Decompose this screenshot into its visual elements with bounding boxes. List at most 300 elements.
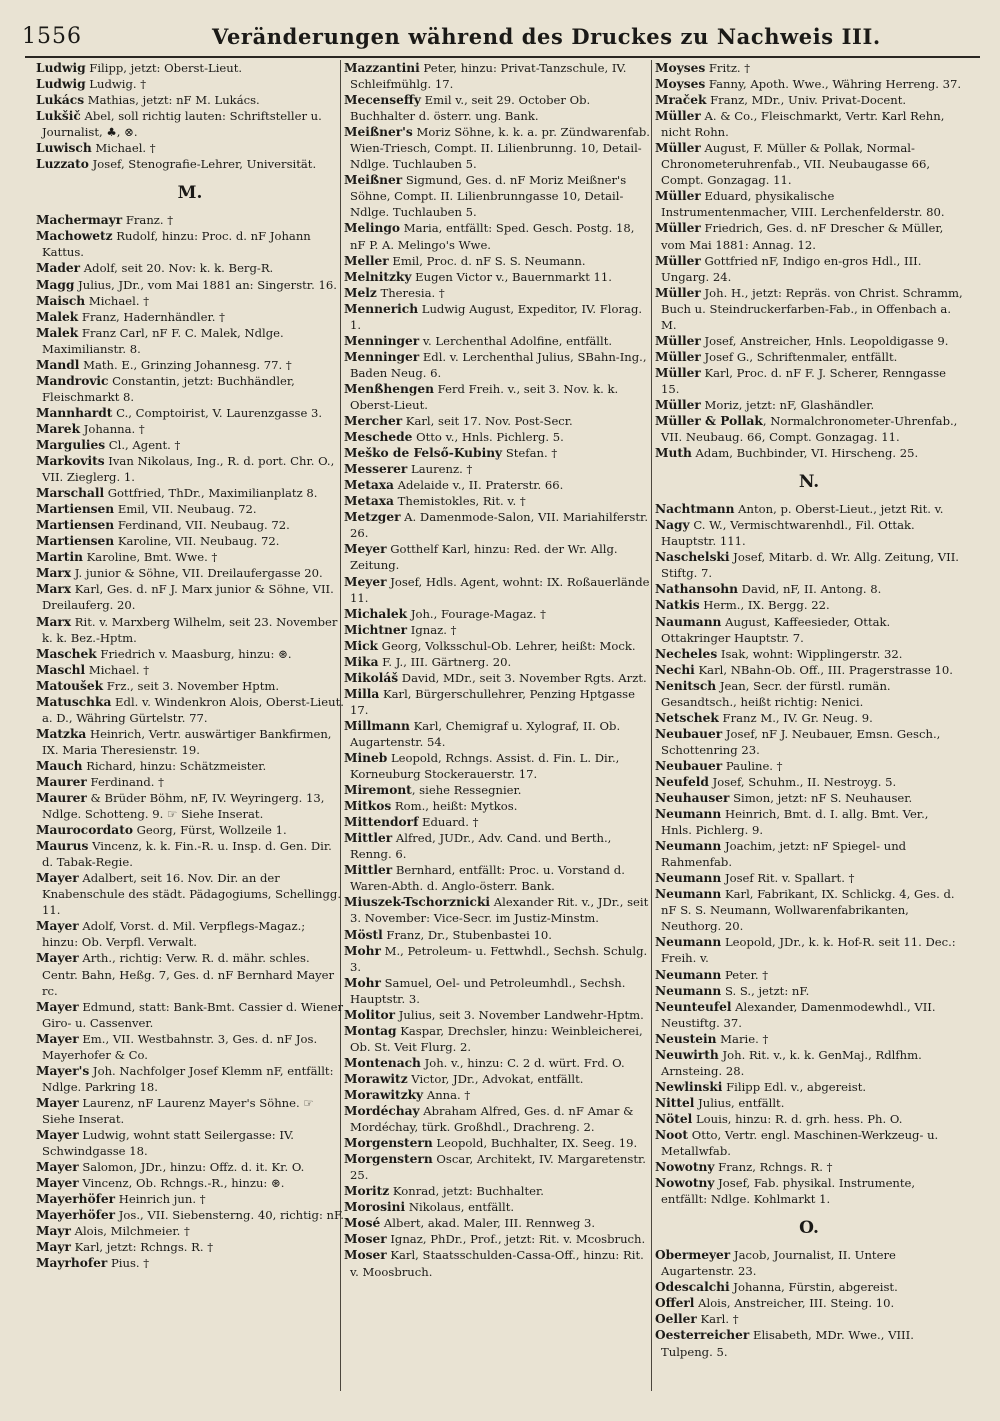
entry-text: Isak, wohnt: Wipplingerstr. 32. <box>717 646 903 661</box>
directory-entry <box>36 357 344 373</box>
entry-name: Mraček <box>655 93 707 108</box>
directory-entry <box>36 694 344 726</box>
directory-entry <box>36 1175 344 1191</box>
entry-text: Ignaz. † <box>407 622 457 637</box>
entry-text: Julius, seit 3. November Landwehr-Hptm. <box>395 1007 644 1022</box>
directory-entry <box>344 333 652 349</box>
directory-entry <box>655 790 963 806</box>
entry-text: Karl, NBahn-Ob. Off., III. Pragerstrasse 10. <box>694 662 953 677</box>
entry-name: Müller <box>655 253 701 268</box>
entry-name: Muth <box>655 446 692 461</box>
directory-entry <box>655 76 963 92</box>
directory-entry <box>655 501 963 517</box>
entry-name: Maurer <box>36 774 87 789</box>
entry-text: Frz., seit 3. November Hptm. <box>103 678 280 693</box>
entry-text: Karoline, Bmt. Wwe. † <box>82 550 218 565</box>
entry-name: Mayr <box>36 1240 71 1255</box>
entry-name: Luzzato <box>36 157 89 172</box>
directory-entry <box>344 654 652 670</box>
entry-text: Franz, Rchngs. R. † <box>714 1160 833 1175</box>
entry-text: Otto v., Hnls. Pichlerg. 5. <box>412 430 564 445</box>
entry-text: Josef, Stenografie-Lehrer, Universität. <box>88 157 317 172</box>
directory-entry <box>36 228 344 260</box>
entry-name: Nachtmann <box>655 502 735 517</box>
directory-entry <box>36 260 344 276</box>
entry-text: Alexander, Damenmodewhdl., VII. Neustiftg. 37. <box>661 999 936 1030</box>
entry-text: Leopold, Rchngs. Assist. d. Fin. L. Dir., Korneuburg Stockerauerstr. 17. <box>350 751 620 782</box>
entry-text: Joh., Fourage-Magaz. † <box>407 606 546 621</box>
entry-name: Menninger <box>344 333 420 348</box>
entry-name: Nagy <box>655 518 690 533</box>
entry-name: Mayer <box>36 1160 79 1175</box>
entry-text: Laurenz. † <box>407 462 473 477</box>
entry-name: Menninger <box>344 349 420 364</box>
entry-text: Julius, entfällt. <box>694 1095 785 1110</box>
entry-text: Karl, Fabrikant, IX. Schlickg. 4, Ges. d. nF S. S. Neumann, Wollwarenfabrikanten, Neuthorg. 20. <box>661 887 955 934</box>
entry-name: Mineb <box>344 751 388 766</box>
entry-name: Maurus <box>36 839 89 854</box>
directory-entry <box>36 453 344 485</box>
directory-entry <box>655 662 963 678</box>
entry-name: Noot <box>655 1128 689 1142</box>
page-number: 1556 <box>22 23 82 49</box>
directory-entry <box>36 1207 344 1223</box>
entry-name: Martiensen <box>36 502 115 517</box>
directory-entry <box>36 437 344 453</box>
directory-entry <box>344 220 652 252</box>
directory-entry <box>344 622 652 638</box>
entry-name: Maschl <box>36 662 86 677</box>
entry-name: Meißner <box>344 173 403 188</box>
directory-entry <box>344 830 652 862</box>
entry-name: Maisch <box>36 293 86 308</box>
entry-text: Alois, Milchmeier. † <box>70 1224 190 1239</box>
directory-entry <box>655 886 963 934</box>
entry-name: Mennerich <box>344 301 419 316</box>
entry-text: Heinrich jun. † <box>115 1192 206 1207</box>
directory-entry <box>655 92 963 108</box>
entry-text: Otto, Vertr. engl. Maschinen-Werkzeug- u. Metallwfab. <box>661 1128 939 1159</box>
entry-text: Franz M., IV. Gr. Neug. 9. <box>718 710 873 725</box>
entry-name: Mandrovic <box>36 373 109 388</box>
entry-name: Offerl <box>655 1296 695 1311</box>
directory-entry <box>36 565 344 581</box>
entry-name: Neumann <box>655 839 722 854</box>
entry-name: Maurocordato <box>36 823 133 838</box>
entry-name: Müller <box>655 349 701 364</box>
entry-text: Josef, nF J. Neubauer, Emsn. Gesch., Schottenring 23. <box>661 726 941 757</box>
entry-text: Fanny, Apoth. Wwe., Währing Herreng. 37. <box>705 77 962 92</box>
entry-name: Messerer <box>344 462 408 477</box>
entry-name: Nowotny <box>655 1176 715 1191</box>
directory-entry <box>655 549 963 581</box>
entry-name: Martin <box>36 550 83 565</box>
directory-entry <box>36 92 344 108</box>
entry-text: Gottfried nF, Indigo en-gros Hdl., III. Ungarg. 24. <box>661 253 922 284</box>
directory-entry <box>344 943 652 975</box>
entry-text: Karl, Proc. d. nF F. J. Scherer, Renngasse 15. <box>661 365 947 396</box>
directory-entry <box>655 726 963 758</box>
entry-name: Moser <box>344 1248 387 1263</box>
entry-text: Richard, hinzu: Schätzmeister. <box>82 758 267 773</box>
entry-text: Em., VII. Westbahnstr. 3, Ges. d. nF Jos. Mayerhofer & Co. <box>42 1031 318 1062</box>
entry-name: Müller <box>655 109 701 124</box>
directory-entry <box>36 501 344 517</box>
entry-name: Müller <box>655 285 701 300</box>
column-3 <box>655 60 963 1360</box>
entry-name: Metaxa <box>344 494 394 509</box>
entry-text: Adolf, seit 20. Nov: k. k. Berg-R. <box>80 261 274 276</box>
entry-text: Karl, jetzt: Rchngs. R. † <box>70 1240 214 1255</box>
directory-entry <box>36 156 344 172</box>
entry-name: Metaxa <box>344 478 394 493</box>
directory-entry <box>344 927 652 943</box>
entry-name: Mayer <box>36 999 79 1014</box>
directory-entry <box>344 975 652 1007</box>
entry-text: Anna. † <box>423 1088 471 1102</box>
entry-text: Samuel, Oel- und Petroleumhdl., Sechsh. Hauptstr. 3. <box>350 975 626 1006</box>
entry-name: Möstl <box>344 927 383 942</box>
section-heading: N. <box>798 472 820 493</box>
entry-name: Neubauer <box>655 758 723 773</box>
entry-text: Michael. † <box>91 141 156 156</box>
directory-entry <box>655 758 963 774</box>
entry-name: Ludwig <box>36 61 86 75</box>
entry-name: Moyses <box>655 61 706 75</box>
entry-name: Müller <box>655 141 701 156</box>
entry-text: Franz Carl, nF F. C. Malek, Ndlge. Maximilianstr. 8. <box>42 325 284 356</box>
entry-text: Adam, Buchbinder, VI. Hirscheng. 25. <box>691 446 919 461</box>
directory-entry <box>344 413 652 429</box>
directory-entry <box>655 1295 963 1311</box>
directory-entry <box>655 1047 963 1079</box>
entry-text: Josef, Mitarb. d. Wr. Allg. Zeitung, VII. Stiftg. 7. <box>661 550 959 581</box>
directory-entry <box>36 1095 344 1127</box>
directory-entry <box>36 373 344 405</box>
directory-entry <box>344 686 652 718</box>
entry-name: Magg <box>36 277 75 292</box>
directory-entry <box>655 967 963 983</box>
entry-text: Friedrich v. Maasburg, hinzu: ⊛. <box>96 646 292 661</box>
directory-entry <box>344 814 652 830</box>
entry-text: Joh. v., hinzu: C. 2 d. würt. Frd. O. <box>420 1055 625 1070</box>
entry-name: Margulies <box>36 437 106 452</box>
entry-name: Mecenseffy <box>344 93 421 108</box>
entry-text: Sigmund, Ges. d. nF Moriz Meißner's Söhne, Compt. II. Lilienbrunngasse 10, Detail-Ndlge. Tuchlauben 5. <box>350 173 627 220</box>
entry-text: Adalbert, seit 16. Nov. Dir. an der Knabenschule des städt. Pädagogiums, Schellingg. 11. <box>42 871 342 918</box>
directory-entry <box>36 790 344 822</box>
entry-name: Moritz <box>344 1184 390 1199</box>
entry-text: Herm., IX. Bergg. 22. <box>699 598 830 613</box>
directory-entry <box>655 678 963 710</box>
entry-text: Karl, Chemigraf u. Xylograf, II. Ob. Augartenstr. 54. <box>350 718 621 749</box>
directory-entry <box>344 285 652 301</box>
directory-entry <box>36 1191 344 1207</box>
entry-text: , siehe Ressegnier. <box>411 783 522 798</box>
entry-text: v. Lerchenthal Adolfine, entfällt. <box>419 333 613 348</box>
entry-text: Emil, VII. Neubaug. 72. <box>114 502 257 517</box>
entry-name: Morgenstern <box>344 1136 433 1151</box>
entry-name: Nittel <box>655 1095 695 1110</box>
directory-entry <box>344 253 652 269</box>
directory-entry <box>344 1135 652 1151</box>
section-heading: M. <box>177 183 203 204</box>
directory-entry <box>655 983 963 999</box>
directory-entry <box>36 60 344 76</box>
entry-name: Moser <box>344 1232 387 1247</box>
entry-name: Mohr <box>344 943 381 958</box>
entry-name: Mittendorf <box>344 815 419 830</box>
directory-entry <box>655 1127 963 1159</box>
directory-entry <box>655 140 963 188</box>
directory-entry <box>36 140 344 156</box>
entry-name: Metzger <box>344 510 401 525</box>
entry-text: Filipp, jetzt: Oberst-Lieut. <box>85 61 243 75</box>
directory-entry <box>344 381 652 413</box>
entry-text: Elisabeth, MDr. Wwe., VIII. Tulpeng. 5. <box>661 1328 914 1359</box>
entry-name: Moyses <box>655 77 706 92</box>
column-1 <box>36 60 344 1271</box>
directory-entry <box>655 597 963 613</box>
entry-name: Mayer's <box>36 1063 90 1078</box>
entry-name: Müller <box>655 365 701 380</box>
entry-text: Vincenz, Ob. Rchngs.-R., hinzu: ⊛. <box>78 1176 285 1191</box>
entry-text: Math. E., Grinzing Johannesg. 77. † <box>79 357 292 372</box>
entry-text: Moriz Söhne, k. k. a. pr. Zündwarenfab. Wien-Triesch, Compt. II. Lilienbrunng. 10, Detail-Ndlge. Tuchlauben 5. <box>350 125 650 172</box>
entry-name: Mordéchay <box>344 1104 420 1119</box>
entry-text: Josef, Anstreicher, Hnls. Leopoldigasse 9. <box>700 333 949 348</box>
entry-text: Cl., Agent. † <box>105 437 181 452</box>
entry-name: Mauch <box>36 758 83 773</box>
directory-entry <box>344 541 652 573</box>
entry-name: Mittler <box>344 863 393 878</box>
directory-entry <box>655 1311 963 1327</box>
directory-entry <box>655 1327 963 1359</box>
entry-text: Oscar, Architekt, IV. Margaretenstr. 25. <box>350 1152 646 1183</box>
entry-text: Joh. Nachfolger Josef Klemm nF, entfällt: Ndlge. Parkring 18. <box>42 1063 334 1094</box>
entry-text: Mathias, jetzt: nF M. Lukács. <box>84 93 260 108</box>
entry-text: J. junior & Söhne, VII. Dreilaufergasse 20. <box>71 566 323 581</box>
directory-entry <box>655 517 963 549</box>
directory-entry <box>36 662 344 678</box>
entry-name: Marek <box>36 421 81 436</box>
directory-entry <box>655 333 963 349</box>
entry-text: C., Comptoirist, V. Laurenzgasse 3. <box>112 405 323 420</box>
directory-entry <box>344 493 652 509</box>
entry-text: Jos., VII. Siebensterng. 40, richtig: nF. <box>115 1208 344 1223</box>
directory-entry <box>36 950 344 998</box>
directory-entry <box>655 1279 963 1295</box>
entry-name: Marx <box>36 582 72 597</box>
directory-entry <box>655 253 963 285</box>
entry-name: Mayer <box>36 871 79 886</box>
entry-text: Ludwig, wohnt statt Seilergasse: IV. Schwindgasse 18. <box>42 1128 294 1159</box>
directory-entry <box>344 349 652 381</box>
header-rule <box>25 56 980 58</box>
entry-name: Neufeld <box>655 774 709 789</box>
directory-entry <box>36 293 344 309</box>
directory-entry <box>36 549 344 565</box>
entry-name: Neumann <box>655 935 722 950</box>
entry-text: Kaspar, Drechsler, hinzu: Weinbleicherei, Ob. St. Veit Flurg. 2. <box>350 1023 643 1054</box>
directory-entry <box>344 638 652 654</box>
directory-entry <box>36 870 344 918</box>
directory-entry <box>36 1255 344 1271</box>
entry-text: A. & Co., Fleischmarkt, Vertr. Karl Rehn, nicht Rohn. <box>661 109 945 140</box>
entry-name: Mayrhofer <box>36 1256 108 1271</box>
entry-name: Melingo <box>344 221 401 236</box>
section-heading: O. <box>799 1218 819 1239</box>
entry-text: Adelaide v., II. Praterstr. 66. <box>393 478 564 493</box>
entry-text: Karl. † <box>696 1312 739 1327</box>
entry-text: Leopold, Buchhalter, IX. Seeg. 19. <box>432 1136 638 1151</box>
entry-name: Mayer <box>36 1031 79 1046</box>
entry-text: Ludwig. † <box>85 77 147 92</box>
entry-text: Simon, jetzt: nF S. Neuhauser. <box>729 791 913 806</box>
entry-text: Arth., richtig: Verw. R. d. mähr. schles. Centr. Bahn, Heßg. 7, Ges. d. nF Bernhard Mayer rc. <box>42 951 335 998</box>
entry-text: Ferd Freih. v., seit 3. Nov. k. k. Oberst-Lieut. <box>350 381 619 412</box>
entry-name: Naschelski <box>655 550 730 565</box>
directory-entry <box>655 397 963 413</box>
entry-text: Eduard, physikalische Instrumentenmacher, VIII. Lerchenfelderstr. 80. <box>661 189 945 220</box>
directory-entry <box>655 220 963 252</box>
directory-entry <box>344 60 652 92</box>
directory-entry <box>36 1159 344 1175</box>
entry-text: Konrad, jetzt: Buchhalter. <box>389 1184 544 1199</box>
entry-text: Rom., heißt: Mytkos. <box>391 799 518 814</box>
entry-text: Victor, JDr., Advokat, entfällt. <box>407 1071 584 1086</box>
entry-name: Müller <box>655 189 701 204</box>
entry-text: Franz, Hadernhändler. † <box>78 309 225 324</box>
directory-entry <box>36 838 344 870</box>
entry-name: Miremont <box>344 783 412 798</box>
entry-name: Ludwig <box>36 77 86 92</box>
entry-name: Miuszek-Tschorznicki <box>344 895 491 910</box>
entry-name: Matzka <box>36 726 87 741</box>
entry-name: Malek <box>36 309 79 324</box>
directory-entry <box>655 774 963 790</box>
entry-text: F. J., III. Gärtnerg. 20. <box>378 654 512 669</box>
directory-entry <box>344 1103 652 1135</box>
directory-entry <box>36 614 344 646</box>
entry-name: Lukšič <box>36 109 81 124</box>
entry-name: Melnitzky <box>344 269 412 284</box>
entry-name: Mohr <box>344 975 381 990</box>
directory-entry <box>655 413 963 445</box>
entry-name: Montenach <box>344 1055 421 1070</box>
entry-name: Neumann <box>655 887 722 902</box>
entry-name: Mayer <box>36 1176 79 1191</box>
entry-text: Abraham Alfred, Ges. d. nF Amar & Mordéchay, türk. Großhdl., Drachreng. 2. <box>350 1104 634 1135</box>
entry-name: Mayr <box>36 1224 71 1239</box>
entry-name: Neuhauser <box>655 791 730 806</box>
directory-entry <box>655 999 963 1031</box>
entry-text: Edl. v. Windenkron Alois, Oberst-Lieut. a. D., Währing Gürtelstr. 77. <box>42 694 344 725</box>
directory-entry <box>655 838 963 870</box>
entry-text: Anton, p. Oberst-Lieut., jetzt Rit. v. <box>734 502 944 517</box>
entry-name: Meschede <box>344 430 413 445</box>
entry-name: Neubauer <box>655 726 723 741</box>
entry-name: Molitor <box>344 1007 396 1022</box>
directory-entry <box>344 670 652 686</box>
directory-entry <box>655 934 963 966</box>
directory-entry <box>655 870 963 886</box>
directory-entry <box>344 429 652 445</box>
entry-name: Mick <box>344 638 378 653</box>
entry-text: Leopold, JDr., k. k. Hof-R. seit 11. Dec.: Freih. v. <box>661 935 956 966</box>
entry-name: Maurer <box>36 791 87 806</box>
directory-entry <box>655 1175 963 1207</box>
directory-entry <box>36 325 344 357</box>
entry-text: & Brüder Böhm, nF, IV. Weyringerg. 13, Ndlge. Schotteng. 9. ☞ Siehe Inserat. <box>42 791 325 822</box>
directory-entry <box>36 533 344 549</box>
entry-text: Rit. v. Marxberg Wilhelm, seit 23. November k. k. Bez.-Hptm. <box>42 614 338 645</box>
entry-text: Joh. H., jetzt: Repräs. von Christ. Schramm, Buch u. Steindruckerfarben-Fab., in Offenbach a. M. <box>661 285 963 332</box>
directory-entry <box>344 718 652 750</box>
entry-name: Lukács <box>36 93 85 108</box>
entry-name: Machowetz <box>36 229 113 244</box>
entry-name: Meyer <box>344 542 387 557</box>
directory-entry <box>36 517 344 533</box>
entry-text: Franz, Dr., Stubenbastei 10. <box>382 927 552 942</box>
directory-entry <box>344 509 652 541</box>
directory-entry <box>655 581 963 597</box>
entry-text: Franz, MDr., Univ. Privat-Docent. <box>706 93 907 108</box>
entry-text: Josef G., Schriftenmaler, entfällt. <box>700 349 898 364</box>
entry-text: David, nF, II. Antong. 8. <box>738 582 882 597</box>
directory-entry <box>344 1007 652 1023</box>
entry-name: Mika <box>344 654 379 669</box>
entry-name: Menßhengen <box>344 381 434 396</box>
directory-entry <box>36 309 344 325</box>
directory-entry <box>36 726 344 758</box>
directory-entry <box>344 1215 652 1231</box>
entry-name: Mannhardt <box>36 405 113 420</box>
directory-entry <box>344 1247 652 1279</box>
entry-text: Ferdinand, VII. Neubaug. 72. <box>114 518 290 533</box>
directory-entry <box>36 822 344 838</box>
entry-name: Neumann <box>655 967 722 982</box>
entry-name: Necheles <box>655 646 718 661</box>
entry-text: David, MDr., seit 3. November Rgts. Arzt. <box>398 670 647 685</box>
directory-entry <box>344 172 652 220</box>
directory-entry <box>344 1087 652 1103</box>
entry-name: Mayer <box>36 1128 79 1142</box>
entry-text: Michael. † <box>85 293 150 308</box>
entry-text: Karl, Ges. d. nF J. Marx junior & Söhne, VII. Dreilauferg. 20. <box>42 582 334 613</box>
entry-text: Julius, JDr., vom Mai 1881 an: Singerstr. 16. <box>74 277 337 292</box>
entry-text: Karl, seit 17. Nov. Post-Secr. <box>402 414 573 429</box>
entry-text: Alfred, JUDr., Adv. Cand. und Berth., Renng. 6. <box>350 831 612 862</box>
entry-text: Ferdinand. † <box>86 774 164 789</box>
directory-entry <box>655 1095 963 1111</box>
entry-name: Mitkos <box>344 799 392 814</box>
directory-entry <box>36 405 344 421</box>
entry-name: Montag <box>344 1023 397 1038</box>
entry-text: Theresia. † <box>376 285 445 300</box>
directory-entry <box>344 124 652 172</box>
entry-text: Joh. Rit. v., k. k. GenMaj., Rdlfhm. Arnsteing. 28. <box>661 1047 922 1078</box>
directory-entry <box>36 421 344 437</box>
entry-name: Marx <box>36 614 72 629</box>
entry-name: Michalek <box>344 606 408 621</box>
directory-entry <box>36 918 344 950</box>
entry-text: Moriz, jetzt: nF, Glashändler. <box>700 397 875 412</box>
entry-name: Marschall <box>36 486 105 501</box>
entry-text: Joachim, jetzt: nF Spiegel- und Rahmenfab. <box>661 839 907 870</box>
entry-name: Luwisch <box>36 141 92 156</box>
entry-name: Milla <box>344 686 380 701</box>
